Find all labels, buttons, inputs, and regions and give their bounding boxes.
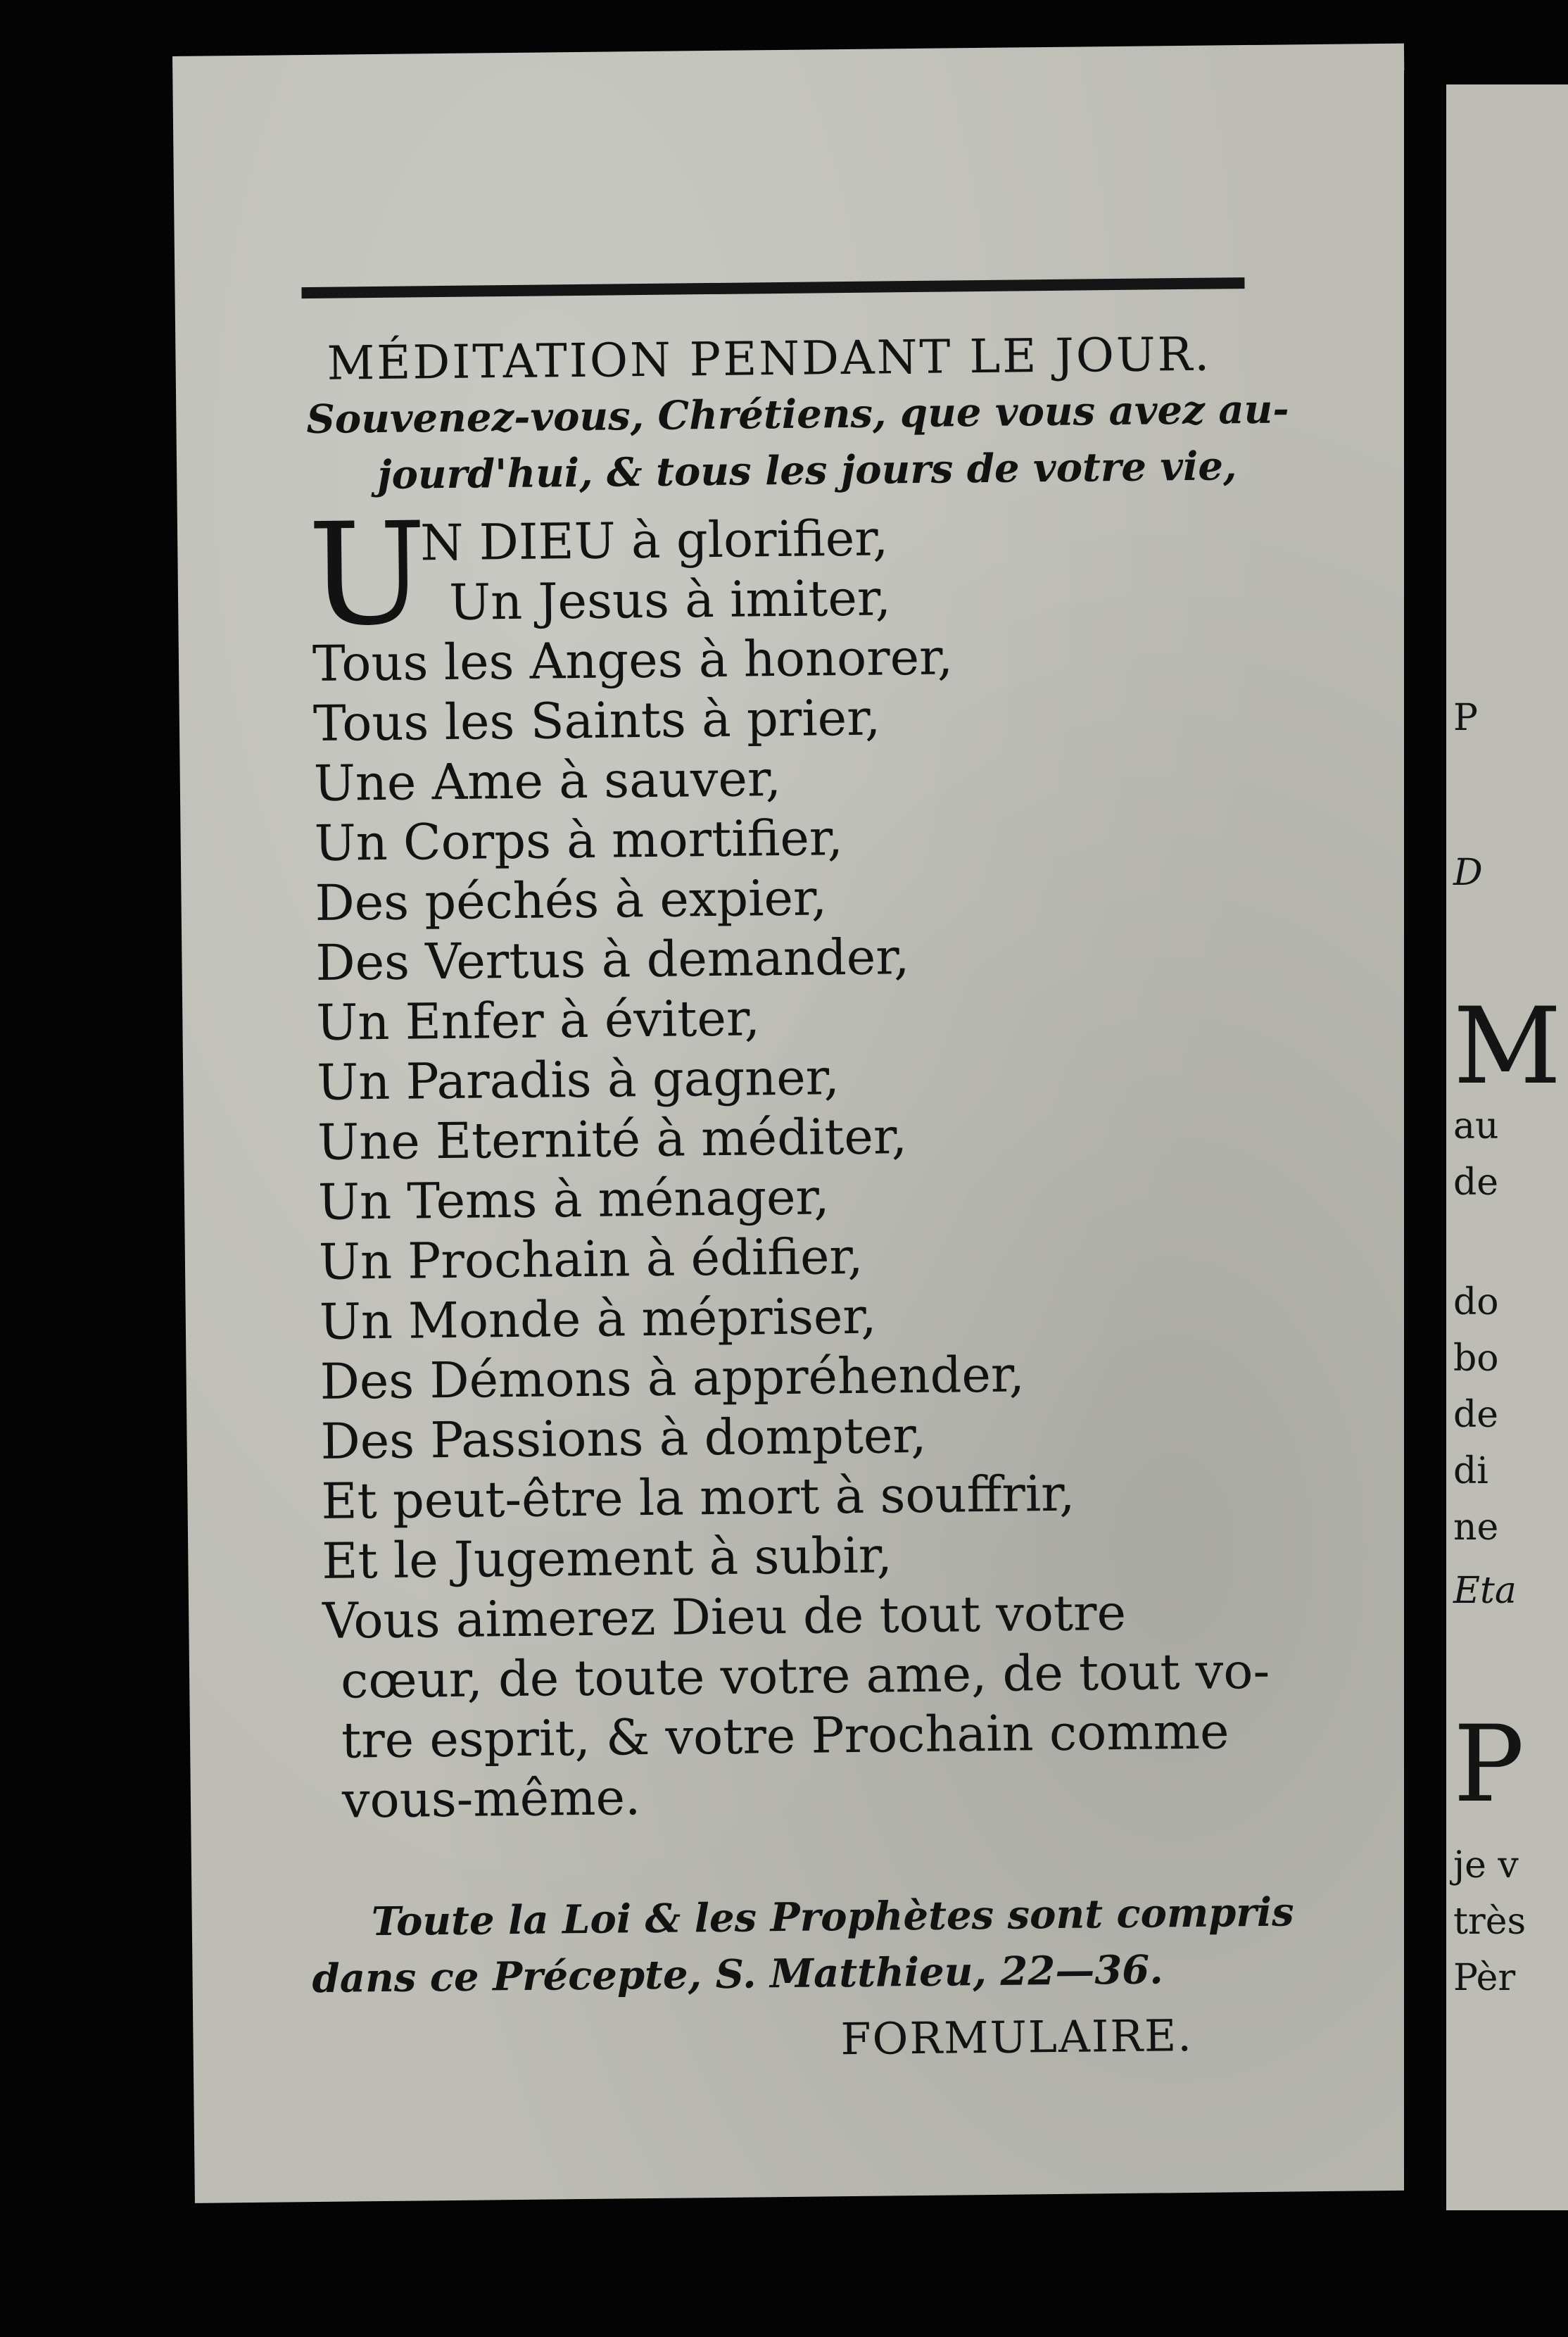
verse-line: Un Monde à mépriser,: [319, 1287, 877, 1351]
intro-line: Souvenez-vous, Chrétiens, que vous avez au-: [306, 386, 1289, 443]
fragment-text: de: [1453, 1161, 1499, 1204]
verse-line: Des Démons à appréhender,: [320, 1345, 1025, 1411]
verse-line: Des Passions à dompter,: [320, 1406, 927, 1470]
intro-line: jourd'hui, & tous les jours de votre vie,: [377, 443, 1237, 498]
header-rule: [301, 277, 1244, 298]
fragment-text: je v: [1453, 1844, 1519, 1886]
fragment-text: ne: [1453, 1506, 1499, 1549]
precept-line: tre esprit, & votre Prochain comme: [341, 1702, 1229, 1770]
verse-line: Tous les Saints à prier,: [312, 688, 881, 752]
precept-line: cœur, de toute votre ame, de tout vo-: [340, 1642, 1270, 1710]
verse-line: N DIEU à glorifier,: [419, 509, 889, 572]
precept-line: Vous aimerez Dieu de tout votre: [322, 1583, 1127, 1650]
verse-line: Un Paradis à gagner,: [316, 1048, 840, 1111]
citation-line: dans ce Précepte, S. Matthieu, 22—36.: [312, 1946, 1164, 2003]
right-page-fragment: [1446, 84, 1568, 2210]
fragment-text: D: [1453, 852, 1483, 894]
fragment-text: P: [1453, 1703, 1524, 1826]
verse-line: Un Enfer à éviter,: [315, 989, 761, 1052]
verse-line: Tous les Anges à honorer,: [312, 628, 954, 693]
verse-line: Des Vertus à demander,: [315, 928, 910, 992]
drop-cap: U: [307, 492, 428, 658]
precept-line: vous-même.: [341, 1768, 641, 1829]
verse-line: Un Jesus à imiter,: [448, 569, 892, 631]
catchword: FORMULAIRE.: [840, 2009, 1194, 2065]
verse-line: Un Prochain à édifier,: [318, 1227, 864, 1291]
fragment-text: di: [1453, 1450, 1488, 1492]
verse-line: Un Tems à ménager,: [317, 1168, 830, 1231]
verse-line: Et peut-être la mort à souffrir,: [321, 1464, 1075, 1530]
fragment-text: au: [1453, 1105, 1499, 1147]
citation-line: Toute la Loi & les Prophètes sont compris: [371, 1889, 1294, 1946]
verse-line: Une Ame à sauver,: [313, 750, 782, 812]
fragment-text: de: [1453, 1394, 1499, 1436]
fragment-text: Pèr: [1453, 1957, 1516, 1999]
fragment-text: P: [1453, 697, 1478, 739]
fragment-text: do: [1453, 1281, 1499, 1323]
verse-line: Un Corps à mortifier,: [314, 809, 844, 872]
fragment-text: Eta: [1453, 1570, 1517, 1612]
fragment-text: M: [1453, 985, 1562, 1108]
verse-line: Des péchés à expier,: [315, 869, 828, 932]
left-page: [172, 44, 1427, 2203]
fragment-text: bo: [1453, 1337, 1499, 1380]
book-gutter: [1404, 70, 1446, 2253]
fragment-text: très: [1453, 1901, 1526, 1943]
verse-line: Une Eternité à méditer,: [317, 1107, 908, 1171]
page-heading: MÉDITATION PENDANT LE JOUR.: [327, 327, 1212, 391]
verse-line: Et le Jugement à subir,: [321, 1526, 893, 1590]
